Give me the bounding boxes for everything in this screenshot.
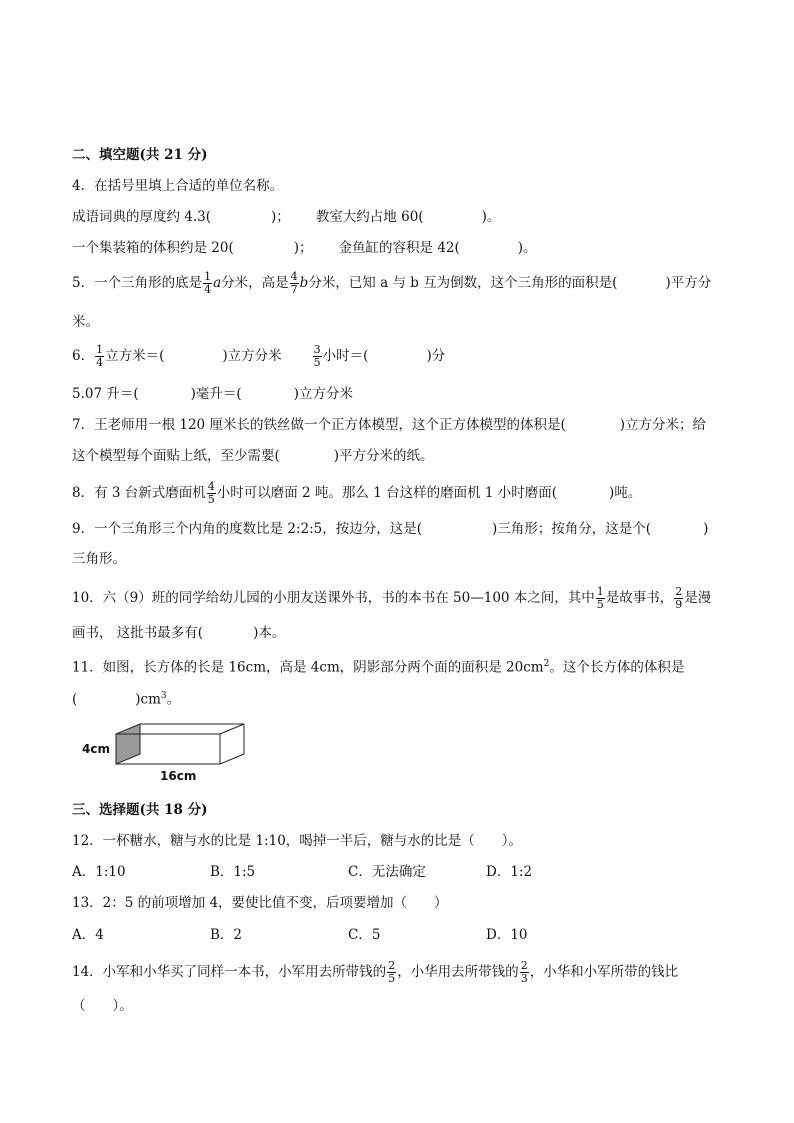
option-b[interactable]: B．2 <box>210 927 243 943</box>
q6-text: )分 <box>426 348 446 364</box>
fraction: $\frac{1}{4}$ <box>204 270 212 296</box>
q10-line1 <box>72 586 711 611</box>
q7-line1 <box>72 416 706 434</box>
q10-text: 10．六（9）班的同学给幼儿园的小朋友送课外书，书的本书在 50—100 本之间，其中 <box>72 590 595 606</box>
fraction: $\frac{1}{5}$ <box>596 585 604 611</box>
q11-text: )cm <box>135 691 161 708</box>
q7-text: )平方分米的纸。 <box>333 448 434 464</box>
q6-text: 立方米＝( <box>105 348 165 364</box>
q14-text: 14．小军和小华买了同样一本书，小军用去所带钱的 <box>72 964 387 980</box>
section-3-title: 三、选择题(共 18 分) <box>72 802 208 818</box>
q4-line1 <box>72 208 500 226</box>
q5-line1 <box>72 271 711 296</box>
q9-text: 9．一个三角形三个内角的度数比是 2:2:5，按边分，这是( <box>72 521 423 537</box>
variable: b <box>299 275 309 291</box>
fraction: $\frac{3}{5}$ <box>313 343 321 369</box>
q11-line1 <box>72 655 684 677</box>
q7-text: 7．王老师用一根 120 厘米长的铁丝做一个正方体模型，这个正方体模型的体积是( <box>72 417 566 433</box>
option-b[interactable]: B．1:5 <box>210 864 256 880</box>
q5-text: 分米，高是 <box>221 275 289 291</box>
fraction: $\frac{2}{5}$ <box>388 959 396 985</box>
q4-text: )。 <box>481 209 501 225</box>
cuboid-edge <box>220 754 244 764</box>
q6-text: )毫升＝( <box>190 386 242 402</box>
q4-text: 一个集装箱的体积约是 20( <box>72 240 234 256</box>
q6-line2 <box>72 385 353 403</box>
q8-text: 8．有 3 台新式磨面机 <box>72 485 206 501</box>
q14-text: ，小华用去所带钱的 <box>397 964 519 980</box>
height-label: 4cm <box>82 742 110 756</box>
q14-line2: （ ）。 <box>72 998 133 1014</box>
option-d[interactable]: D．1:2 <box>486 864 533 880</box>
q4-text: )。 <box>517 240 537 256</box>
q13-options <box>72 926 624 944</box>
q9-text: )三角形；按角分，这是个( <box>492 521 652 537</box>
option-d[interactable]: D．10 <box>486 927 528 943</box>
fraction: $\frac{4}{5}$ <box>207 480 215 506</box>
section-2-title: 二、填空题(共 21 分) <box>72 147 208 163</box>
q10-text: 是故事书， <box>605 590 674 606</box>
q6-text: )立方分米 <box>222 348 282 364</box>
q9-line1 <box>72 520 708 538</box>
q4-text: 成语词典的厚度约 4.3( <box>72 209 212 225</box>
q6-line1 <box>72 344 445 369</box>
q11-text: 。这个长方体的体积是 <box>549 659 685 676</box>
q10-text: )本。 <box>253 625 286 641</box>
q7-line2 <box>72 447 434 465</box>
q7-text: )立方分米；给 <box>619 417 706 433</box>
q14-line1 <box>72 960 678 985</box>
fraction: $\frac{2}{3}$ <box>520 959 528 985</box>
q11-text: 11．如图，长方体的长是 16cm，高是 4cm，阴影部分两个面的面积是 20cm <box>72 659 544 676</box>
fraction: $\frac{2}{9}$ <box>675 585 683 611</box>
q6-text: 6． <box>72 348 95 364</box>
q6-text: )立方分米 <box>293 386 353 402</box>
q6-text: 小时＝( <box>322 348 369 364</box>
option-a[interactable]: A．4 <box>72 927 104 943</box>
cuboid-edge <box>220 724 244 734</box>
q8-text: 小时可以磨面 2 吨。那么 1 台这样的磨面机 1 小时磨面( <box>216 485 558 501</box>
variable: a <box>213 275 222 291</box>
q4-stem: 4．在括号里填上合适的单位名称。 <box>72 178 284 194</box>
q11-line2 <box>72 687 180 709</box>
q12-options <box>72 863 624 881</box>
q5-text: 5．一个三角形的底是 <box>72 275 203 291</box>
q6-text: 5.07 升＝( <box>72 386 139 402</box>
q10-text: 是漫 <box>684 590 712 606</box>
superscript: 2 <box>543 659 550 669</box>
length-label: 16cm <box>160 769 197 783</box>
fraction: $\frac{4}{7}$ <box>290 270 298 296</box>
option-c[interactable]: C．5 <box>348 927 381 943</box>
q12-stem: 12．一杯糖水，糖与水的比是 1:10，喝掉一半后，糖与水的比是（ ）。 <box>72 833 523 849</box>
q14-text: ，小华和小军所带的钱比 <box>529 964 679 980</box>
q4-text: )； <box>271 209 290 225</box>
q8-text: )吨。 <box>609 485 642 501</box>
q10-text: 画书， 这批书最多有( <box>72 625 204 641</box>
fraction: $\frac{1}{4}$ <box>96 343 104 369</box>
q5-line2: 米。 <box>72 314 99 330</box>
q13-stem: 13．2：5 的前项增加 4，要使比值不变，后项要增加（ ） <box>72 895 448 911</box>
q4-text: 教室大约占地 60( <box>315 209 424 225</box>
q8-line <box>72 481 641 506</box>
shaded-face <box>116 724 140 764</box>
q11-text: 。 <box>166 691 181 708</box>
cuboid-figure <box>80 718 260 788</box>
q10-line2 <box>72 624 285 642</box>
q4-line2 <box>72 239 537 257</box>
q11-text: ( <box>72 691 78 708</box>
option-a[interactable]: A．1:10 <box>72 864 126 880</box>
q9-line2: 三角形。 <box>72 551 126 567</box>
q4-text: 金鱼缸的容积是 42( <box>338 240 460 256</box>
q9-text: ) <box>703 521 709 537</box>
superscript: 3 <box>160 691 167 701</box>
q7-text: 这个模型每个面贴上纸，至少需要( <box>72 448 280 464</box>
q5-text: )平方分 <box>665 275 712 291</box>
option-c[interactable]: C．无法确定 <box>348 864 426 880</box>
q4-text: )； <box>293 240 313 256</box>
q5-text: 分米，已知 a 与 b 互为倒数，这个三角形的面积是( <box>308 275 618 291</box>
